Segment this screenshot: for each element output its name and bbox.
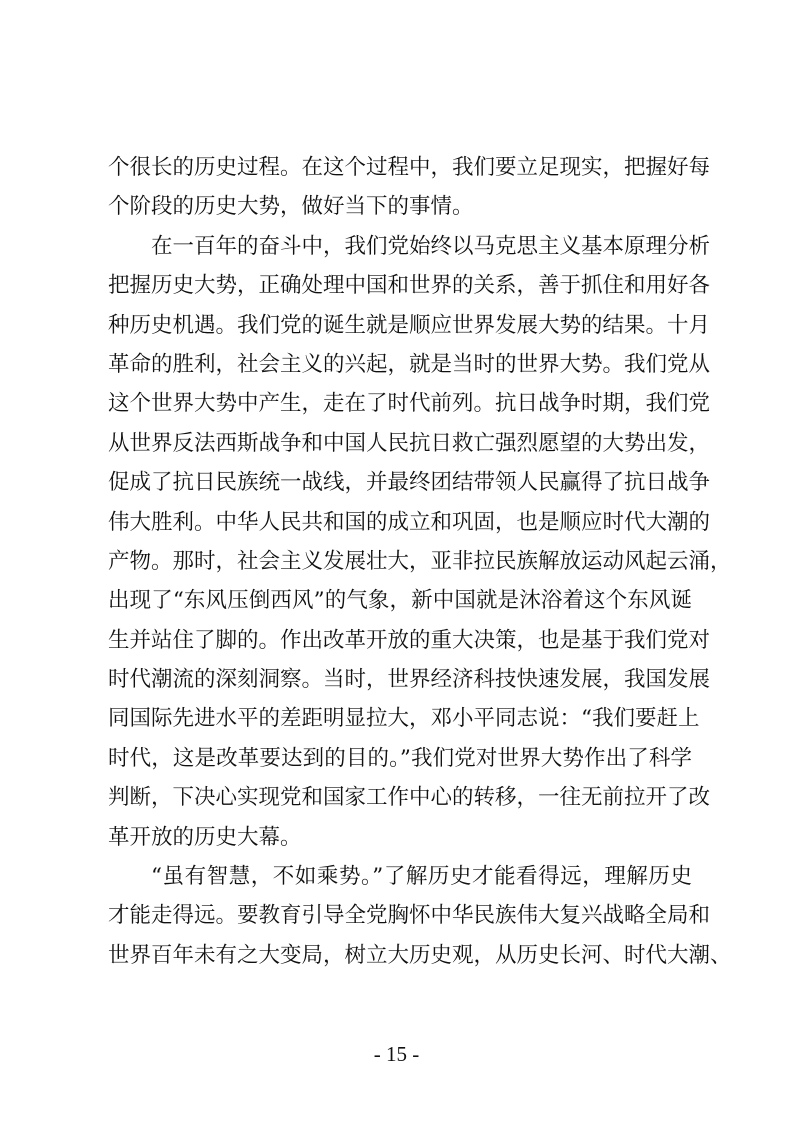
text-line: 才能走得远。要教育引导全党胸怀中华民族伟大复兴战略全局和 [108,903,711,929]
page-number: - 15 - [373,1042,420,1066]
text-line: 在一百年的奋斗中，我们党始终以马克思主义基本原理分析 [151,233,711,259]
text-line: 时代潮流的深刻洞察。当时，世界经济科技快速发展，我国发展 [108,667,711,693]
text-line: 把握历史大势，正确处理中国和世界的关系，善于抓住和用好各 [108,273,711,299]
text-line: 这个世界大势中产生，走在了时代前列。抗日战争时期，我们党 [108,391,711,417]
text-line: “虽有智慧，不如乘势。”了解历史才能看得远，理解历史 [151,864,692,890]
text-line: 个阶段的历史大势，做好当下的事情。 [108,194,474,220]
paragraph-3 [108,857,732,975]
text-line: 种历史机遇。我们党的诞生就是顺应世界发展大势的结果。十月 [108,312,711,338]
body-text [108,148,732,975]
paragraph-2 [108,227,732,857]
text-line: 促成了抗日民族统一战线，并最终团结带领人民赢得了抗日战争 [108,470,711,496]
text-line: 从世界反法西斯战争和中国人民抗日救亡强烈愿望的大势出发， [108,430,711,456]
text-line: 生并站住了脚的。作出改革开放的重大决策，也是基于我们党对 [108,627,711,653]
text-line: 个很长的历史过程。在这个过程中，我们要立足现实，把握好每 [108,155,711,180]
text-line: 伟大胜利。中华人民共和国的成立和巩固，也是顺应时代大潮的 [108,509,711,535]
text-line: 出现了“东风压倒西风”的气象，新中国就是沐浴着这个东风诞 [108,588,692,614]
text-line: 同国际先进水平的差距明显拉大，邓小平同志说：“我们要赶上 [108,706,700,732]
text-line: 时代，这是改革要达到的目的。”我们党对世界大势作出了科学 [108,745,692,771]
text-line: 判断，下决心实现党和国家工作中心的转移，一往无前拉开了改 [108,785,711,811]
text-line: 革开放的历史大幕。 [108,824,302,850]
text-line: 世界百年未有之大变局，树立大历史观，从历史长河、时代大潮、 [108,942,732,968]
paragraph-1 [108,148,711,227]
text-line: 革命的胜利，社会主义的兴起，就是当时的世界大势。我们党从 [108,351,711,377]
text-line: 产物。那时，社会主义发展壮大，亚非拉民族解放运动风起云涌， [108,548,732,574]
